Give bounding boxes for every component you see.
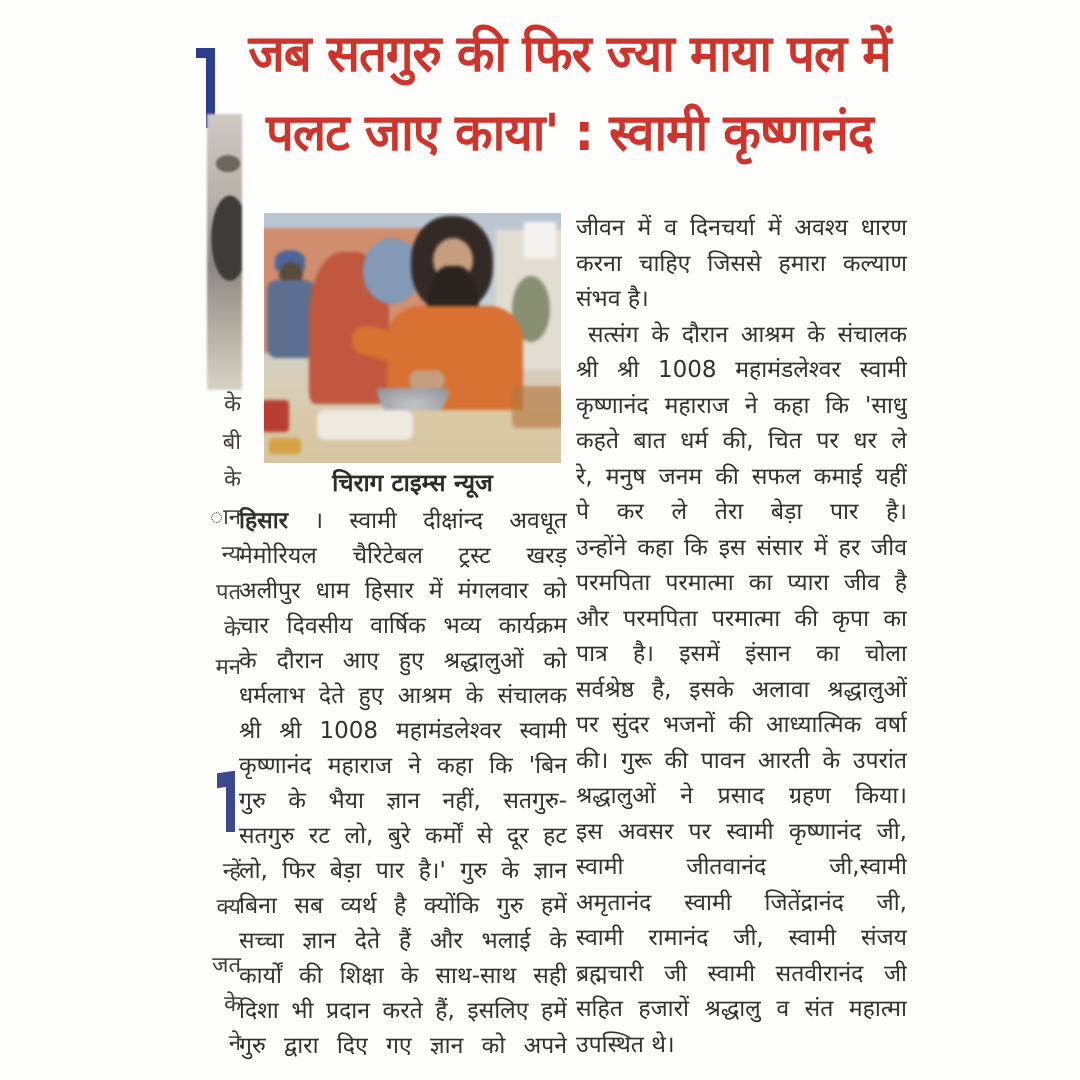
article-line: सर्वश्रेष्ठ है, इसके अलावा श्रद्धालुओं: [576, 676, 907, 703]
neighbour-headline-fragment-stub: [196, 48, 215, 58]
article-line: परमपिता परमात्मा का प्यारा जीव है: [576, 570, 907, 596]
text-fragment: जत: [212, 953, 241, 978]
text-fragment: ने: [228, 1031, 241, 1056]
article-line: इस अवसर पर स्वामी कृष्णानंद जी,: [576, 818, 907, 845]
text-fragment: ान: [210, 504, 241, 530]
article-column-2: [576, 211, 907, 1063]
article-line: श्री श्री 1008 महामंडलेश्वर स्वामी: [576, 357, 907, 383]
article-line: कृष्णानंद महाराज ने कहा कि 'बिन: [239, 753, 567, 779]
photo-illustration: [264, 213, 561, 463]
photo-red-item: [264, 400, 289, 432]
neighbour-text-fragments-bottom: [185, 946, 242, 1063]
article-line: कहते बात धर्म की, चित पर धर ले: [576, 428, 907, 454]
article-line: स्वामी रामानंद जी, स्वामी संजय: [576, 925, 907, 951]
article-line: उपस्थित थे।: [576, 1031, 675, 1058]
text-fragment: क्य: [216, 895, 241, 920]
article-column-1: [239, 504, 567, 1064]
photo-yellow-item: [269, 438, 301, 454]
article-line: लो, फिर बेड़ा पार है।' गुरु के ज्ञान: [239, 858, 567, 884]
text-fragment: बी: [222, 429, 241, 455]
text-fragment: न्हें: [222, 859, 241, 884]
article-line: सतगुरु रट लो, बुरे कर्मों से दूर हट: [239, 823, 567, 849]
article-line: चार दिवसीय वार्षिक भव्य कार्यक्रम: [239, 613, 567, 639]
headline-line-1: जब सतगुरु की फिर ज्या माया पल में: [248, 24, 891, 84]
headline-line-2: पलट जाए काया' : स्वामी कृष्णानंद: [266, 103, 873, 163]
neighbour-photo-fragment: [207, 114, 242, 390]
text-fragment: के: [224, 392, 241, 417]
article-line: दिशा भी प्रदान करते हैं, इसलिए हमें: [239, 998, 567, 1024]
photo-swami-hand: [409, 370, 445, 390]
photo-right-items: [512, 386, 561, 428]
article-line: बिना सब व्यर्थ है क्योंकि गुरु हमें: [239, 893, 567, 919]
article-line: संभव है।: [576, 286, 649, 312]
article-line: जीवन में व दिनचर्या में अवश्य धारण: [576, 215, 907, 241]
article-line: श्रद्धालुओं ने प्रसाद ग्रहण किया।: [576, 783, 907, 809]
article-line: स्वामी जीतवानंद जी,स्वामी: [576, 854, 907, 880]
text-fragment: के: [224, 617, 241, 642]
text-fragment: के: [224, 467, 241, 492]
article-line: गुरु द्वारा दिए गए ज्ञान को अपने: [239, 1033, 567, 1059]
photo-person-blue: [267, 280, 315, 358]
article-line: सत्संग के दौरान आश्रम के संचालक: [588, 321, 907, 348]
article-line: धर्मलाभ देते हुए आश्रम के संचालक: [239, 683, 567, 709]
neighbour-headline-fragment-glyph-flag: [217, 771, 235, 789]
text-fragment: मन: [215, 654, 241, 680]
article-line-text: । स्वामी दीक्षांन्द अवधूत: [288, 508, 567, 534]
article-line: कार्यों की शिक्षा के साथ-साथ सही: [239, 963, 567, 989]
article-line: श्री श्री 1008 महामंडलेश्वर स्वामी: [239, 718, 567, 744]
text-fragment: पत: [215, 579, 241, 605]
photo-white-cloth: [317, 410, 413, 440]
article-line: पात्र है। इसमें इंसान का चोला: [576, 641, 907, 667]
article-line: अमृतानंद स्वामी जितेंद्रानंद जी,: [576, 889, 907, 916]
article-line: सहित हजारों श्रद्धालु व संत महात्मा: [576, 996, 907, 1022]
article-line: की। गुरू की पावन आरती के उपरांत: [576, 747, 907, 774]
article-line: करना चाहिए जिससे हमारा कल्याण: [576, 250, 907, 277]
neighbour-text-fragments-mid: [185, 854, 242, 926]
article-headline: [222, 15, 917, 173]
article-line: उन्होंने कहा कि इस संसार में हर जीव: [576, 534, 907, 561]
photo-white-sign: [524, 222, 556, 258]
article-line: मेमोरियल चैरिटेबल ट्रस्ट खरड़: [239, 543, 567, 569]
article-line: रे, मनुष जनम की सफल कमाई यहीं: [576, 463, 907, 490]
text-fragment: न्य: [221, 542, 241, 567]
article-line: ब्रह्मचारी जी स्वामी सतवीरानंद जी: [576, 960, 907, 987]
article-line: के दौरान आए हुए श्रद्धालुओं को: [239, 648, 567, 674]
article-line: पर सुंदर भजनों की आध्यात्मिक वर्षा: [576, 712, 907, 738]
dateline-city: हिसार: [239, 508, 289, 534]
neighbour-text-fragments-top: [185, 386, 242, 686]
photo-caption: चिराग टाइम्स न्यूज: [332, 469, 493, 497]
article-photo: [264, 213, 561, 463]
article-line: गुरु के भैया ज्ञान नहीं, सतगुरु-: [239, 788, 567, 814]
article-line: [239, 504, 567, 539]
article-line: और परमपिता परमात्मा की कृपा का: [576, 605, 907, 632]
article-line: सच्चा ज्ञान देते हैं और भलाई के: [239, 928, 567, 954]
article-line: पे कर ले तेरा बेड़ा पार है।: [576, 499, 907, 525]
article-line: कृष्णानंद महाराज ने कहा कि 'साधु: [576, 392, 907, 419]
text-fragment: के: [224, 992, 241, 1017]
article-line: अलीपुर धाम हिसार में मंगलवार को: [239, 578, 567, 604]
